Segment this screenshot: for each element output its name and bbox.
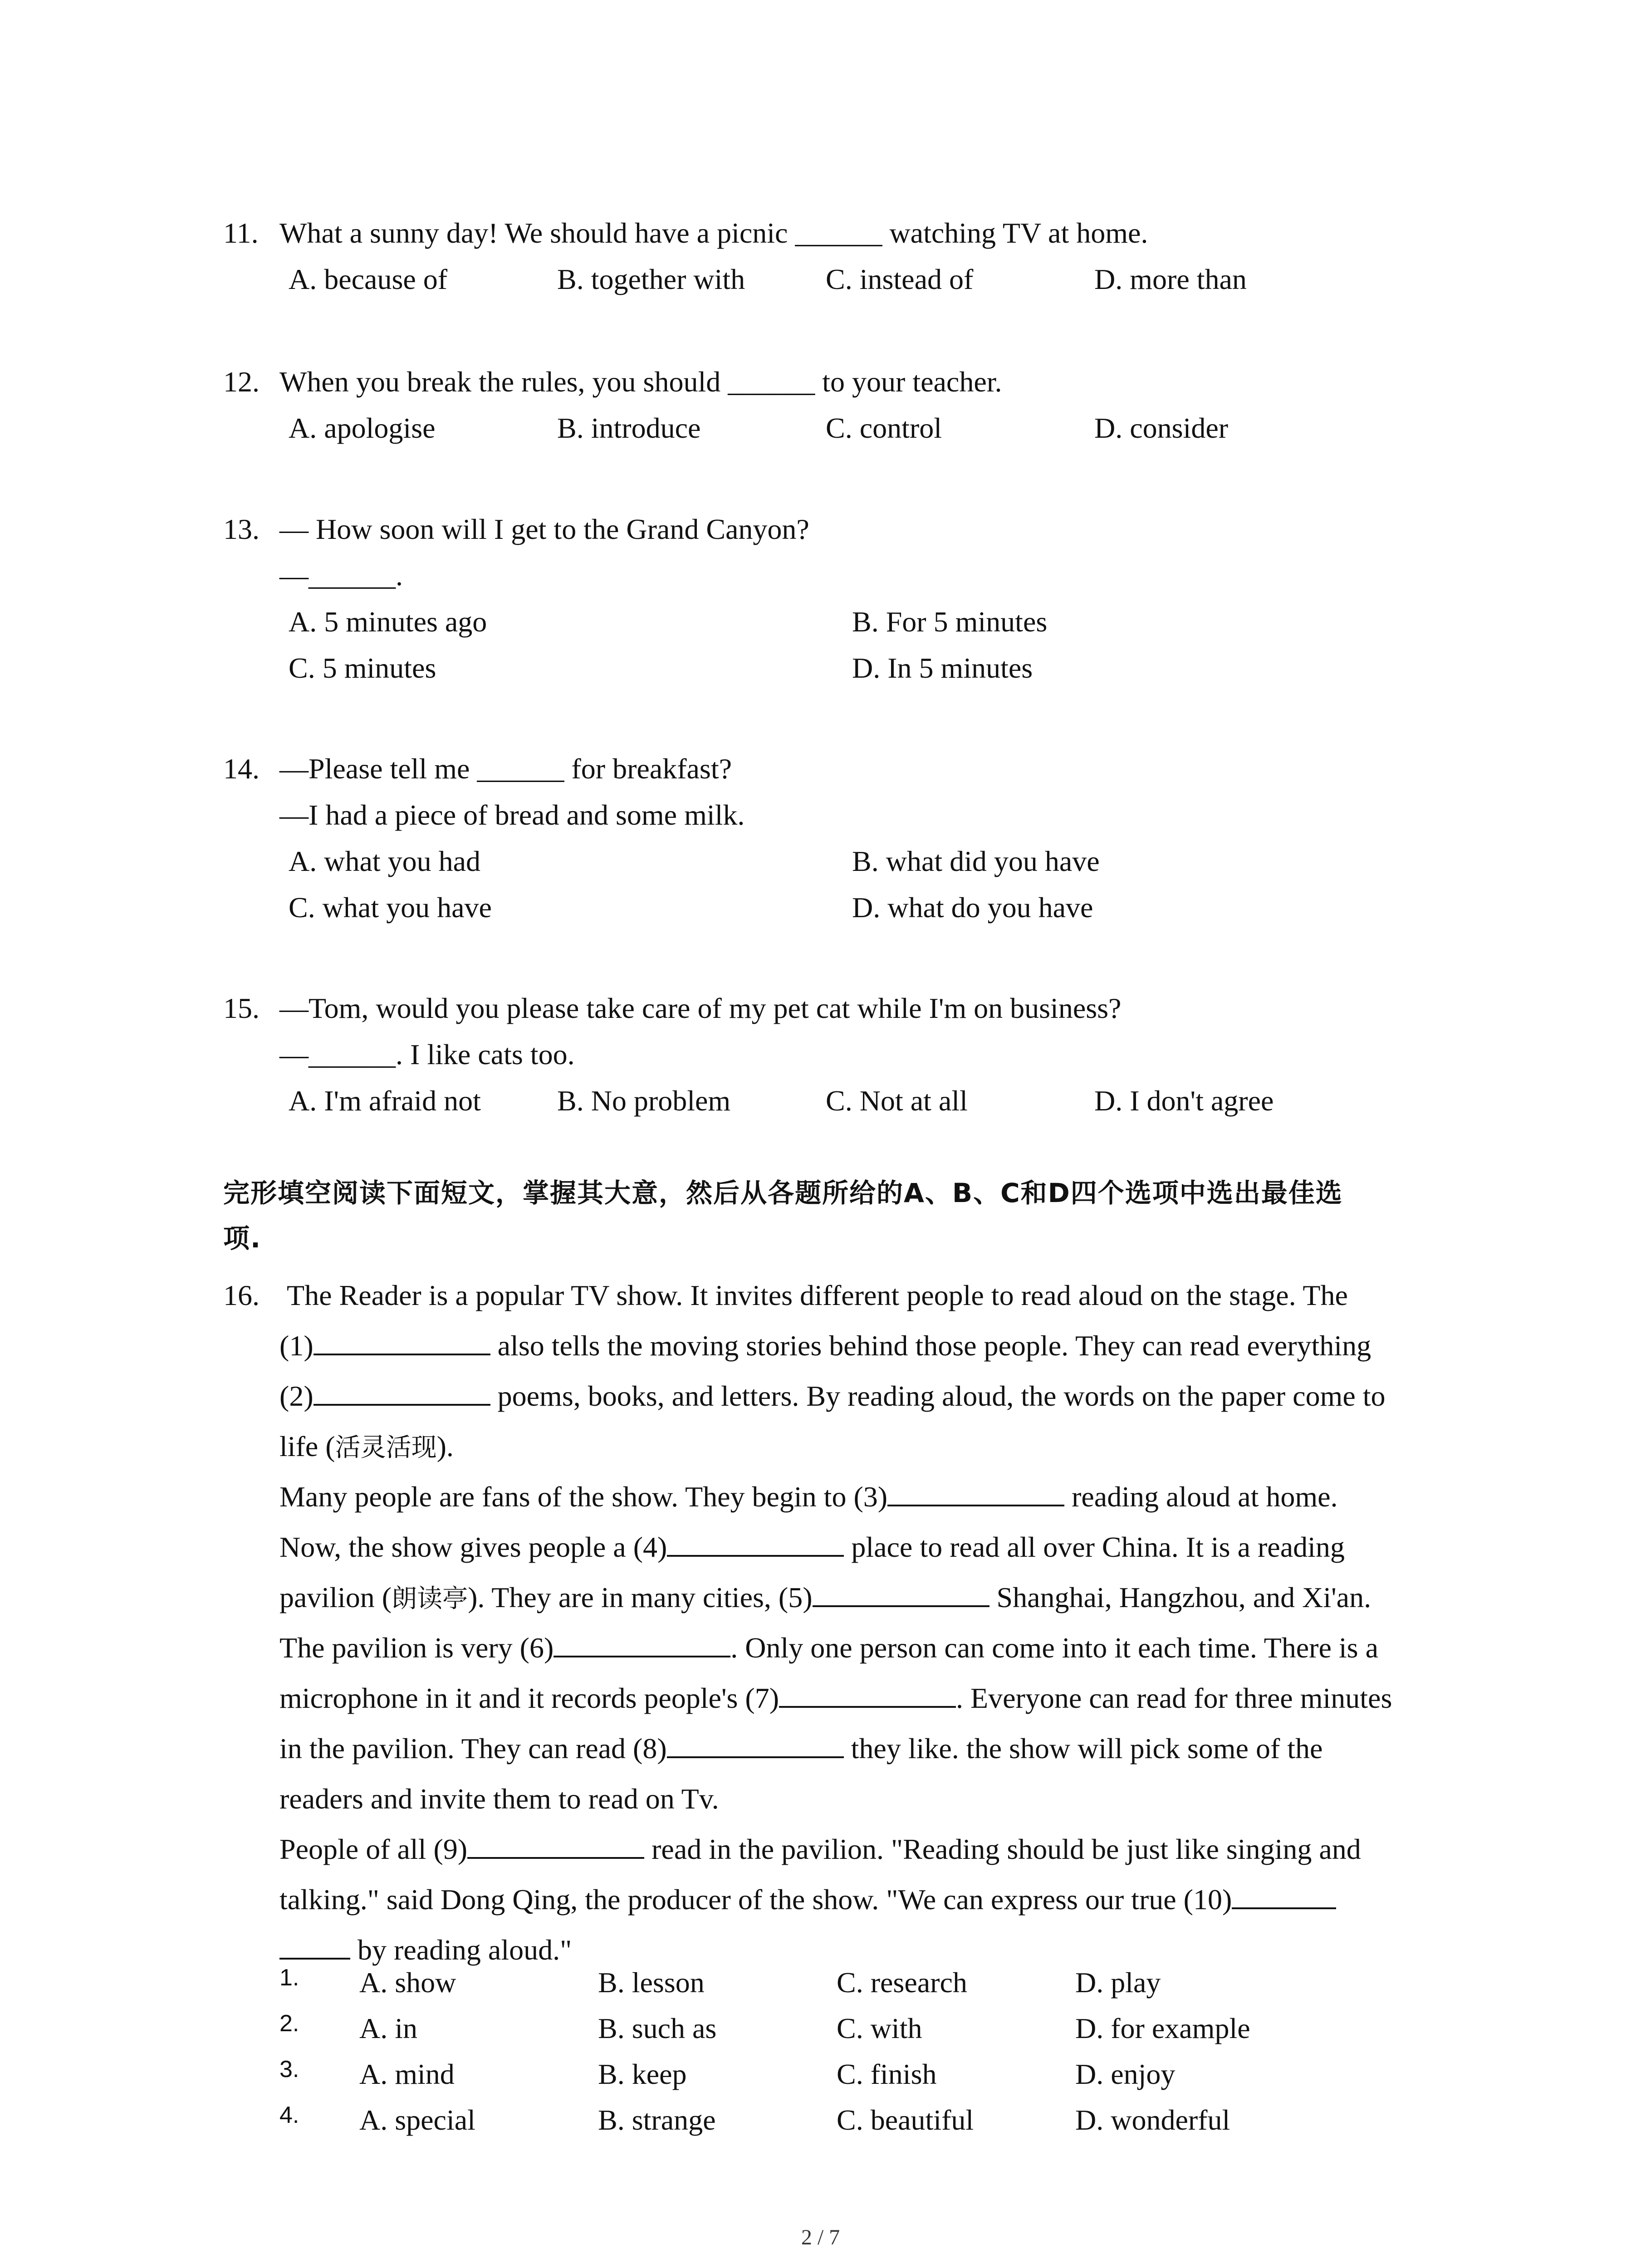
passage-text: read in the pavilion. "Reading should be just like singing and bbox=[644, 1833, 1361, 1865]
cloze-option-row bbox=[223, 1960, 1484, 2005]
blank-6[interactable] bbox=[554, 1628, 730, 1657]
cloze-option-row bbox=[223, 2051, 1484, 2097]
option-b[interactable]: B. strange bbox=[598, 2104, 716, 2136]
option-b[interactable]: B. introduce bbox=[557, 412, 701, 444]
options-row bbox=[223, 599, 1484, 645]
option-d[interactable]: D. I don't agree bbox=[1094, 1085, 1274, 1117]
question-number: 16. bbox=[223, 1279, 260, 1311]
option-b[interactable]: B. No problem bbox=[557, 1085, 731, 1117]
options-row bbox=[223, 1078, 1484, 1124]
option-a[interactable]: A. mind bbox=[359, 2058, 455, 2090]
option-d[interactable]: D. more than bbox=[1094, 263, 1247, 295]
blank-2[interactable] bbox=[314, 1377, 490, 1406]
option-c[interactable]: C. control bbox=[826, 412, 942, 444]
option-c[interactable]: C. research bbox=[837, 1966, 967, 1999]
blank-5[interactable] bbox=[813, 1578, 989, 1607]
option-a[interactable]: A. special bbox=[359, 2104, 475, 2136]
item-number: 1. bbox=[279, 1965, 299, 1991]
cloze-options bbox=[223, 1960, 1484, 2143]
option-d[interactable]: D. enjoy bbox=[1075, 2058, 1176, 2090]
section-heading bbox=[223, 1170, 1457, 1261]
question-stem: — How soon will I get to the Grand Canyon? bbox=[279, 513, 809, 545]
option-a[interactable]: A. show bbox=[359, 1966, 456, 1999]
question-number: 11. bbox=[223, 217, 259, 249]
passage-text: microphone in it and it records people's (7) bbox=[279, 1682, 779, 1714]
option-c[interactable]: C. what you have bbox=[289, 891, 492, 924]
options-row bbox=[223, 885, 1484, 931]
page-number: 2 / 7 bbox=[801, 2225, 840, 2249]
passage-text: People of all (9) bbox=[279, 1833, 468, 1865]
blank-10[interactable] bbox=[1232, 1880, 1336, 1909]
cloze-passage bbox=[223, 1270, 1484, 1975]
option-c[interactable]: C. Not at all bbox=[826, 1085, 968, 1117]
passage-text: they like. the show will pick some of the bbox=[843, 1732, 1323, 1765]
option-b[interactable]: B. lesson bbox=[598, 1966, 705, 1999]
option-a[interactable]: A. in bbox=[359, 2012, 417, 2044]
option-d[interactable]: D. wonderful bbox=[1075, 2104, 1230, 2136]
question-11 bbox=[223, 210, 1484, 303]
options-row bbox=[223, 838, 1484, 885]
passage-text: Shanghai, Hangzhou, and Xi'an. bbox=[989, 1581, 1372, 1613]
blank-4[interactable] bbox=[667, 1528, 844, 1557]
question-number: 13. bbox=[223, 513, 260, 545]
passage-text: ). They are in many cities, (5) bbox=[468, 1581, 813, 1613]
option-a[interactable]: A. because of bbox=[289, 263, 448, 295]
option-a[interactable]: A. apologise bbox=[289, 412, 436, 444]
option-a[interactable]: A. 5 minutes ago bbox=[289, 606, 487, 638]
option-d[interactable]: D. for example bbox=[1075, 2012, 1250, 2044]
passage-text: talking." said Dong Qing, the producer of the show. "We can express our true (10) bbox=[279, 1883, 1232, 1916]
chinese-gloss: 活灵活现 bbox=[335, 1433, 437, 1462]
passage-text: . Only one person can come into it each time. There is a bbox=[730, 1632, 1378, 1664]
passage-text: poems, books, and letters. By reading aloud, the words on the paper come to bbox=[490, 1380, 1386, 1412]
question-stem: —Please tell me ______ for breakfast? bbox=[279, 753, 732, 785]
option-b[interactable]: B. such as bbox=[598, 2012, 717, 2044]
passage-text: The pavilion is very (6) bbox=[279, 1632, 554, 1664]
question-15 bbox=[223, 985, 1484, 1124]
cloze-option-row bbox=[223, 2005, 1484, 2051]
blank-label: (2) bbox=[279, 1380, 314, 1412]
option-c[interactable]: C. 5 minutes bbox=[289, 652, 436, 684]
question-stem: When you break the rules, you should ______ to your teacher. bbox=[279, 366, 1002, 398]
option-c[interactable]: C. instead of bbox=[826, 263, 974, 295]
options-row bbox=[223, 405, 1484, 451]
question-response: —I had a piece of bread and some milk. bbox=[279, 799, 745, 831]
passage-text: place to read all over China. It is a reading bbox=[844, 1531, 1345, 1563]
passage-text: in the pavilion. They can read (8) bbox=[279, 1732, 667, 1765]
cloze-option-row bbox=[223, 2097, 1484, 2143]
option-a[interactable]: A. what you had bbox=[289, 845, 481, 877]
option-b[interactable]: B. keep bbox=[598, 2058, 687, 2090]
option-d[interactable]: D. consider bbox=[1094, 412, 1229, 444]
option-b[interactable]: B. together with bbox=[557, 263, 745, 295]
options-row bbox=[223, 645, 1484, 691]
question-stem: —Tom, would you please take care of my pet cat while I'm on business? bbox=[279, 992, 1122, 1024]
item-number: 3. bbox=[279, 2056, 299, 2082]
passage-text: reading aloud at home. bbox=[1064, 1481, 1338, 1513]
option-a[interactable]: A. I'm afraid not bbox=[289, 1085, 481, 1117]
question-number: 12. bbox=[223, 366, 260, 398]
option-c[interactable]: C. finish bbox=[837, 2058, 937, 2090]
question-number: 14. bbox=[223, 753, 260, 785]
item-number: 2. bbox=[279, 2010, 299, 2037]
blank-9[interactable] bbox=[467, 1830, 644, 1859]
blank-1[interactable] bbox=[314, 1326, 490, 1355]
blank-7[interactable] bbox=[779, 1679, 956, 1708]
passage-text: by reading aloud." bbox=[350, 1934, 572, 1966]
question-14 bbox=[223, 746, 1484, 931]
options-row bbox=[223, 256, 1484, 303]
blank-3[interactable] bbox=[887, 1477, 1064, 1506]
item-number: 4. bbox=[279, 2102, 299, 2128]
passage-text: Many people are fans of the show. They begin to (3) bbox=[279, 1481, 888, 1513]
option-c[interactable]: C. with bbox=[837, 2012, 922, 2044]
option-d[interactable]: D. what do you have bbox=[852, 891, 1093, 924]
passage-text: pavilion ( bbox=[279, 1581, 392, 1613]
section-heading-line-2: 项. bbox=[223, 1223, 262, 1254]
option-b[interactable]: B. what did you have bbox=[852, 845, 1100, 877]
blank-8[interactable] bbox=[667, 1729, 844, 1758]
passage-line: readers and invite them to read on Tv. bbox=[279, 1783, 719, 1815]
question-12 bbox=[223, 359, 1484, 451]
question-response: —______. I like cats too. bbox=[279, 1038, 575, 1070]
option-b[interactable]: B. For 5 minutes bbox=[852, 606, 1048, 638]
option-d[interactable]: D. In 5 minutes bbox=[852, 652, 1033, 684]
passage-text: . Everyone can read for three minutes bbox=[956, 1682, 1392, 1714]
question-stem: What a sunny day! We should have a picnic ______ watching TV at home. bbox=[279, 217, 1148, 249]
chinese-gloss: 朗读亭 bbox=[392, 1584, 468, 1613]
question-number: 15. bbox=[223, 992, 260, 1024]
passage-text: life ( bbox=[279, 1430, 335, 1462]
question-13 bbox=[223, 506, 1484, 691]
passage-text: also tells the moving stories behind those people. They can read everything bbox=[490, 1330, 1372, 1362]
passage-text: ). bbox=[436, 1430, 454, 1462]
option-c[interactable]: C. beautiful bbox=[837, 2104, 974, 2136]
question-response: —______. bbox=[279, 559, 403, 591]
passage-line: The Reader is a popular TV show. It invites different people to read aloud on the stage. The bbox=[287, 1279, 1348, 1311]
passage-text: Now, the show gives people a (4) bbox=[279, 1531, 667, 1563]
section-heading-line-1: 完形填空阅读下面短文，掌握其大意，然后从各题所给的A、B、C和D四个选项中选出最佳选 bbox=[223, 1178, 1343, 1208]
blank-label: (1) bbox=[279, 1330, 314, 1362]
option-d[interactable]: D. play bbox=[1075, 1966, 1161, 1999]
